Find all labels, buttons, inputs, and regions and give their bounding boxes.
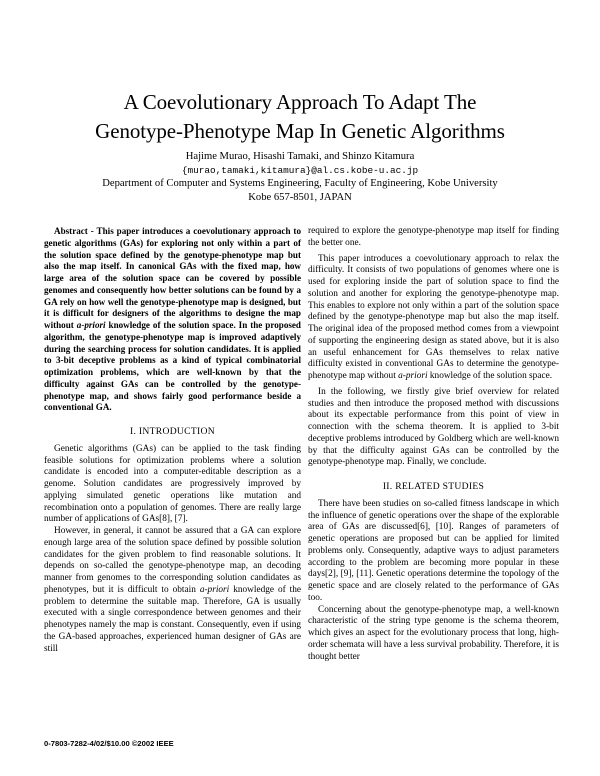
title-block bbox=[0, 88, 600, 205]
copyright-footer: 0-7803-7282-4/02/$10.00 ©2002 IEEE bbox=[44, 739, 174, 748]
paper-title-line-2: Genotype-Phenotype Map In Genetic Algorithms bbox=[95, 119, 505, 143]
intro-paragraph-3: required to explore the genotype-phenotype map itself for finding the better one. bbox=[308, 226, 559, 248]
author-emails: {murao,tamaki,kitamura}@al.cs.kobe-u.ac.jp bbox=[181, 165, 419, 176]
intro-paragraph-5: In the following, we firstly give brief overview for related studies and then introduce the proposed method with discussions about its expectable performance from this point of view in connection with the schema theorem. It is applied to 3-bit deceptive problems introduced by Goldberg which are well-known by that the difficulty against GAs can be controlled by the genotype-phenotype map. Finally, we conclude. bbox=[308, 386, 559, 468]
author-list: Hajime Murao, Hisashi Tamaki, and Shinzo Kitamura bbox=[185, 151, 415, 162]
abstract: Abstract - This paper introduces a coevolutionary approach to genetic algorithms (GAs) for exploring not only within a part of the solution space defined by the genotype-phenotype map but also the map itself. In canonical GAs with the fixed map, how large area of the solution space can be covered by possible genomes and consequently how better solutions can be found by a GA rely on how well the genotype-phenotype map is designed, but it is difficult for designers of the algorithms to designe the map without a-priori knowledge of the solution space. In the proposed algorithm, the genotype-phenotype map is improved adaptively during the searching process for solution candidates. It is applied to 3-bit deceptive problems as a kind of typical combinatorial optimization problems, which are well-known by that the difficulty against GAs can be controlled by the genotype-phenotype map, and shows fairly good performance beside a conventional GA. bbox=[44, 226, 301, 413]
related-paragraph-2: Concerning about the genotype-phenotype map, a well-known characteristic of the string type genome is the schema theorem, which gives an aspect for the evolutionary process that long, high-order schemata will have a less survival probability. Therefore, it is thought better bbox=[308, 604, 559, 662]
affiliation-line-2: Kobe 657-8501, JAPAN bbox=[248, 192, 352, 203]
intro-paragraph-1: Genetic algorithms (GAs) can be applied to the task finding feasible solutions for optimization problems where a solution candidate is encoded into a computer-editable description as a genome. Solution candidates are progressively improved by applying simulated genetic operations like mutation and recombination onto a population of genomes. There are really large number of applications of GAs[8], [7]. bbox=[44, 443, 301, 525]
affiliation-line-1: Department of Computer and Systems Engineering, Faculty of Engineering, Kobe University bbox=[102, 178, 498, 189]
section-heading-introduction: I. INTRODUCTION bbox=[130, 426, 215, 437]
right-column bbox=[308, 226, 559, 663]
left-column bbox=[44, 226, 301, 655]
related-paragraph-1: There have been studies on so-called fitness landscape in which the influence of genetic operations over the shape of the explorable area of GAs are discussed[6], [10]. Ranges of parameters of genetic operations are proposed but can be applied for limited problems only. Consequently, adaptive ways to adjust parameters according to the problem are becoming more popular in these days[2], [9], [11]. Genetic operations determine the topology of the genetic space and are closely related to the performance of GAs too. bbox=[308, 498, 559, 603]
section-heading-related-studies: II. RELATED STUDIES bbox=[382, 481, 485, 492]
intro-paragraph-2: However, in general, it cannot be assured that a GA can explore enough large area of the solution space defined by possible solution candidates for the given problem to find reasonable solutions. It depends on so-called the genotype-phenotype map, an decoding manner from genomes to the corresponding solution candidates as phenotypes, but it is difficult to obtain a-priori knowledge of the problem to determine the suitable map. Therefore, GA is usually executed with a single correspondence between genomes and their phenotypes namely the map is constant. Consequently, even if using the GA-based approaches, experienced human designer of GAs are still bbox=[44, 526, 302, 654]
paper-title-line-1: A Coevolutionary Approach To Adapt The bbox=[123, 90, 477, 114]
intro-paragraph-4: This paper introduces a coevolutionary approach to relax the difficulty. It consists of two populations of genomes where one is used for exploring inside the part of solution space to find the solution and another for exploring the genotype-phenotype map. This enables to explore not only within a part of the solution space defined by the genotype-phenotype map but also the map itself. The original idea of the proposed method comes from a viewpoint of supporting the engineering design as stated above, but it is also an useful enhancement for GAs themselves to relax native difficulty existed in conventional GAs to determine the genotype-phenotype map without a-priori knowledge of the solution space. bbox=[308, 253, 559, 381]
